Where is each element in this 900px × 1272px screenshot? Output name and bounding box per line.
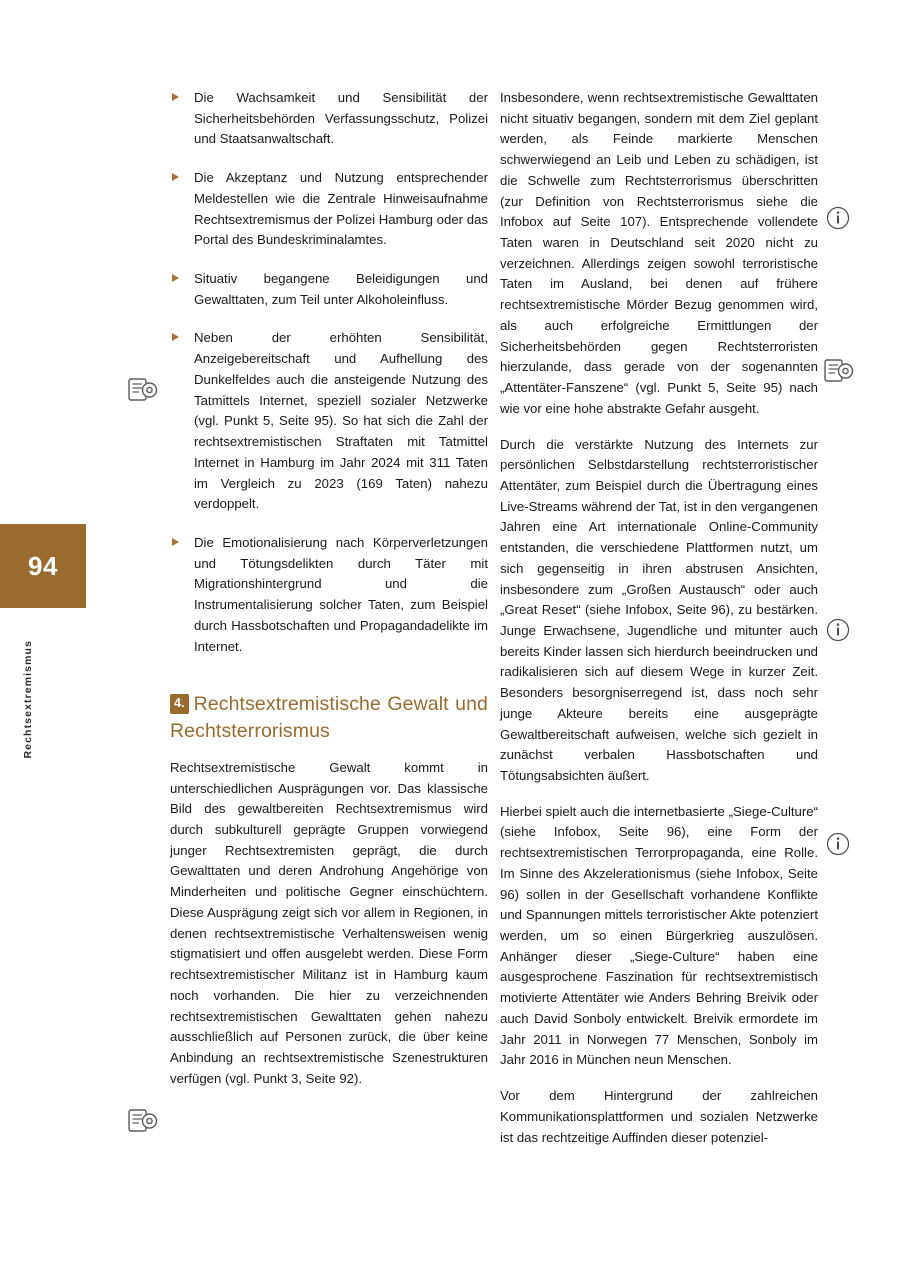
- info-circle-icon: [826, 618, 850, 642]
- right-text-column: [500, 88, 818, 1148]
- bullet-list: [170, 88, 488, 657]
- left-text-column: [170, 88, 488, 1089]
- list-item: [170, 88, 488, 150]
- triangle-bullet-icon: [172, 93, 179, 101]
- triangle-bullet-icon: [172, 538, 179, 546]
- list-item: [170, 328, 488, 514]
- page-number-tab: 94: [0, 524, 86, 608]
- document-reference-icon: [128, 1108, 158, 1134]
- paragraph: Hierbei spielt auch die internetbasierte „Siege-Culture“ (siehe Infobox, Seite 96), eine Form der rechtsextremistischen Terrorpropaganda, eine Rolle. Im Sinne des Akzelerationismus (siehe Infobox, Seite 96) sollen in der Gesellschaft vorhandene Konflikte und Spannungen mittels terroristischer Akte potenziert werden, um so einen Bürgerkrieg auszulösen. Anhänger dieser „Siege-Culture“ haben eine ausgesprochene Faszination für rechtsextremistisch motivierte Attentäter wie Anders Behring Breivik oder auch David Sonboly entwickelt. Breivik ermordete im Jahr 2011 in Norwegen 77 Menschen, Sonboly im Jahr 2016 in München neun Menschen.: [500, 803, 818, 1068]
- info-circle-icon: [826, 832, 850, 856]
- paragraph: Insbesondere, wenn rechtsextremistische Gewalttaten nicht situativ begangen, sondern mit dem Ziel geplant werden, als Feinde markierte Menschen schwerwiegend an Leib und Leben zu schädigen, ist die Schwelle zum Rechtsterrorismus überschritten (zur Definition von Rechtsterrorismus siehe die Infobox auf Seite 107). Entsprechende vollendete Taten waren in Deutschland seit 2020 nicht zu verzeichnen. Allerdings zeigen sowohl terroristische Taten im Ausland, bei denen auf frühere rechtsextremistische Mörder Bezug genommen wird, als auch erfolgreiche Ermittlungen der Sicherheitsbehörden gegen Rechtsterroristen hierzulande, dass gerade von der sogenannten „Attentäter-Fanszene“ (vgl. Punkt 5, Seite 95) nach wie vor eine hohe abstrakte Gefahr ausgeht.: [500, 90, 818, 416]
- list-item: [170, 168, 488, 251]
- section-number: 4.: [170, 694, 189, 714]
- list-item: [170, 533, 488, 657]
- list-item-text: Die Wachsamkeit und Sensibilität der Sicherheitsbehörden Verfassungsschutz, Polizei und Staatsanwaltschaft.: [194, 90, 488, 147]
- chapter-side-label: Rechtsextremismus: [22, 640, 34, 759]
- paragraph: Durch die verstärkte Nutzung des Internets zur persönlichen Selbstdarstellung rechtsterroristischer Attentäter, zum Beispiel durch die Übertragung eines Live-Streams während der Tat, ist in den vergangenen Jahren eine Art internationale Online-Community entstanden, die verschiedene Plattformen nutzt, um sich gegenseitig in ihren abstrusen Ansichten, insbesondere zum „Großen Austausch“ oder auch „Great Reset“ (siehe Infobox, Seite 96), zu bestärken. Junge Erwachsene, Jugendliche und mitunter auch bereits Kinder lassen sich hierdurch beeindrucken und radikalisieren sich auf diesem Wege in kurzer Zeit. Besonders besorgniserregend ist, dass noch sehr junge Akteure bereits eine ausgeprägte Gewaltbereitschaft aufweisen, welche sich gezielt in zunächst verbalen Hassbotschaften und Tötungsabsichten äußert.: [500, 436, 818, 783]
- list-item-text: Neben der erhöhten Sensibilität, Anzeigebereitschaft und Aufhellung des Dunkelfeldes auch die ansteigende Nutzung des Tatmittels Internet, speziell sozialer Netzwerke (vgl. Punkt 5, Seite 95). So hat sich die Zahl der rechtsextremistischen Straftaten mit Tatmittel Internet in Hamburg im Jahr 2024 mit 311 Taten im Vergleich zu 2023 (169 Taten) nahezu verdoppelt.: [194, 330, 488, 512]
- list-item-text: Die Emotionalisierung nach Körperverletzungen und Tötungsdelikten durch Täter mit Migrationshintergrund und die Instrumentalisierung solcher Taten, zum Beispiel durch Hassbotschaften und Propagandadelikte im Internet.: [194, 534, 488, 654]
- list-item: [170, 269, 488, 310]
- triangle-bullet-icon: [172, 333, 179, 341]
- paragraph: Rechtsextremistische Gewalt kommt in unterschiedlichen Ausprägungen vor. Das klassische Bild des gewaltbereiten Rechtsextremismus wird durch subkulturell geprägte Gruppen vorwiegend junger Rechtsextremisten geprägt, die durch Gewalttaten und deren Androhung Angehörige von Minderheiten und politische Gegner einschüchtern. Diese Ausprägung zeigt sich vor allem in Regionen, in denen rechtsextremistische Verhaltensweisen wenig stigmatisiert und offen ausgelebt werden. Diese Form rechtsextremistischer Militanz ist in Hamburg kaum noch vorhanden. Die hier zu verzeichnenden rechtsextremistischen Gewalttaten gehen nahezu ausschließlich auf Personen zurück, die über keine Anbindung an rechtsextremistische Szenestrukturen verfügen (vgl. Punkt 3, Seite 92).: [170, 759, 488, 1086]
- section-title: Rechtsextremistische Gewalt und Rechtsterrorismus: [170, 693, 488, 742]
- list-item-text: Situativ begangene Beleidigungen und Gewalttaten, zum Teil unter Alkoholeinfluss.: [194, 271, 488, 307]
- triangle-bullet-icon: [172, 173, 179, 181]
- document-reference-icon: [824, 358, 854, 384]
- triangle-bullet-icon: [172, 274, 179, 282]
- list-item-text: Die Akzeptanz und Nutzung entsprechender Meldestellen wie die Zentrale Hinweisaufnahme Rechtsextremismus der Polizei Hamburg oder das Portal des Bundeskriminalamtes.: [194, 170, 488, 248]
- section-heading: [170, 691, 488, 744]
- document-reference-icon: [128, 377, 158, 403]
- paragraph: Vor dem Hintergrund der zahlreichen Kommunikationsplattformen und sozialen Netzwerke ist das rechtzeitige Auffinden dieser potenziel-: [500, 1088, 818, 1145]
- info-circle-icon: [826, 206, 850, 230]
